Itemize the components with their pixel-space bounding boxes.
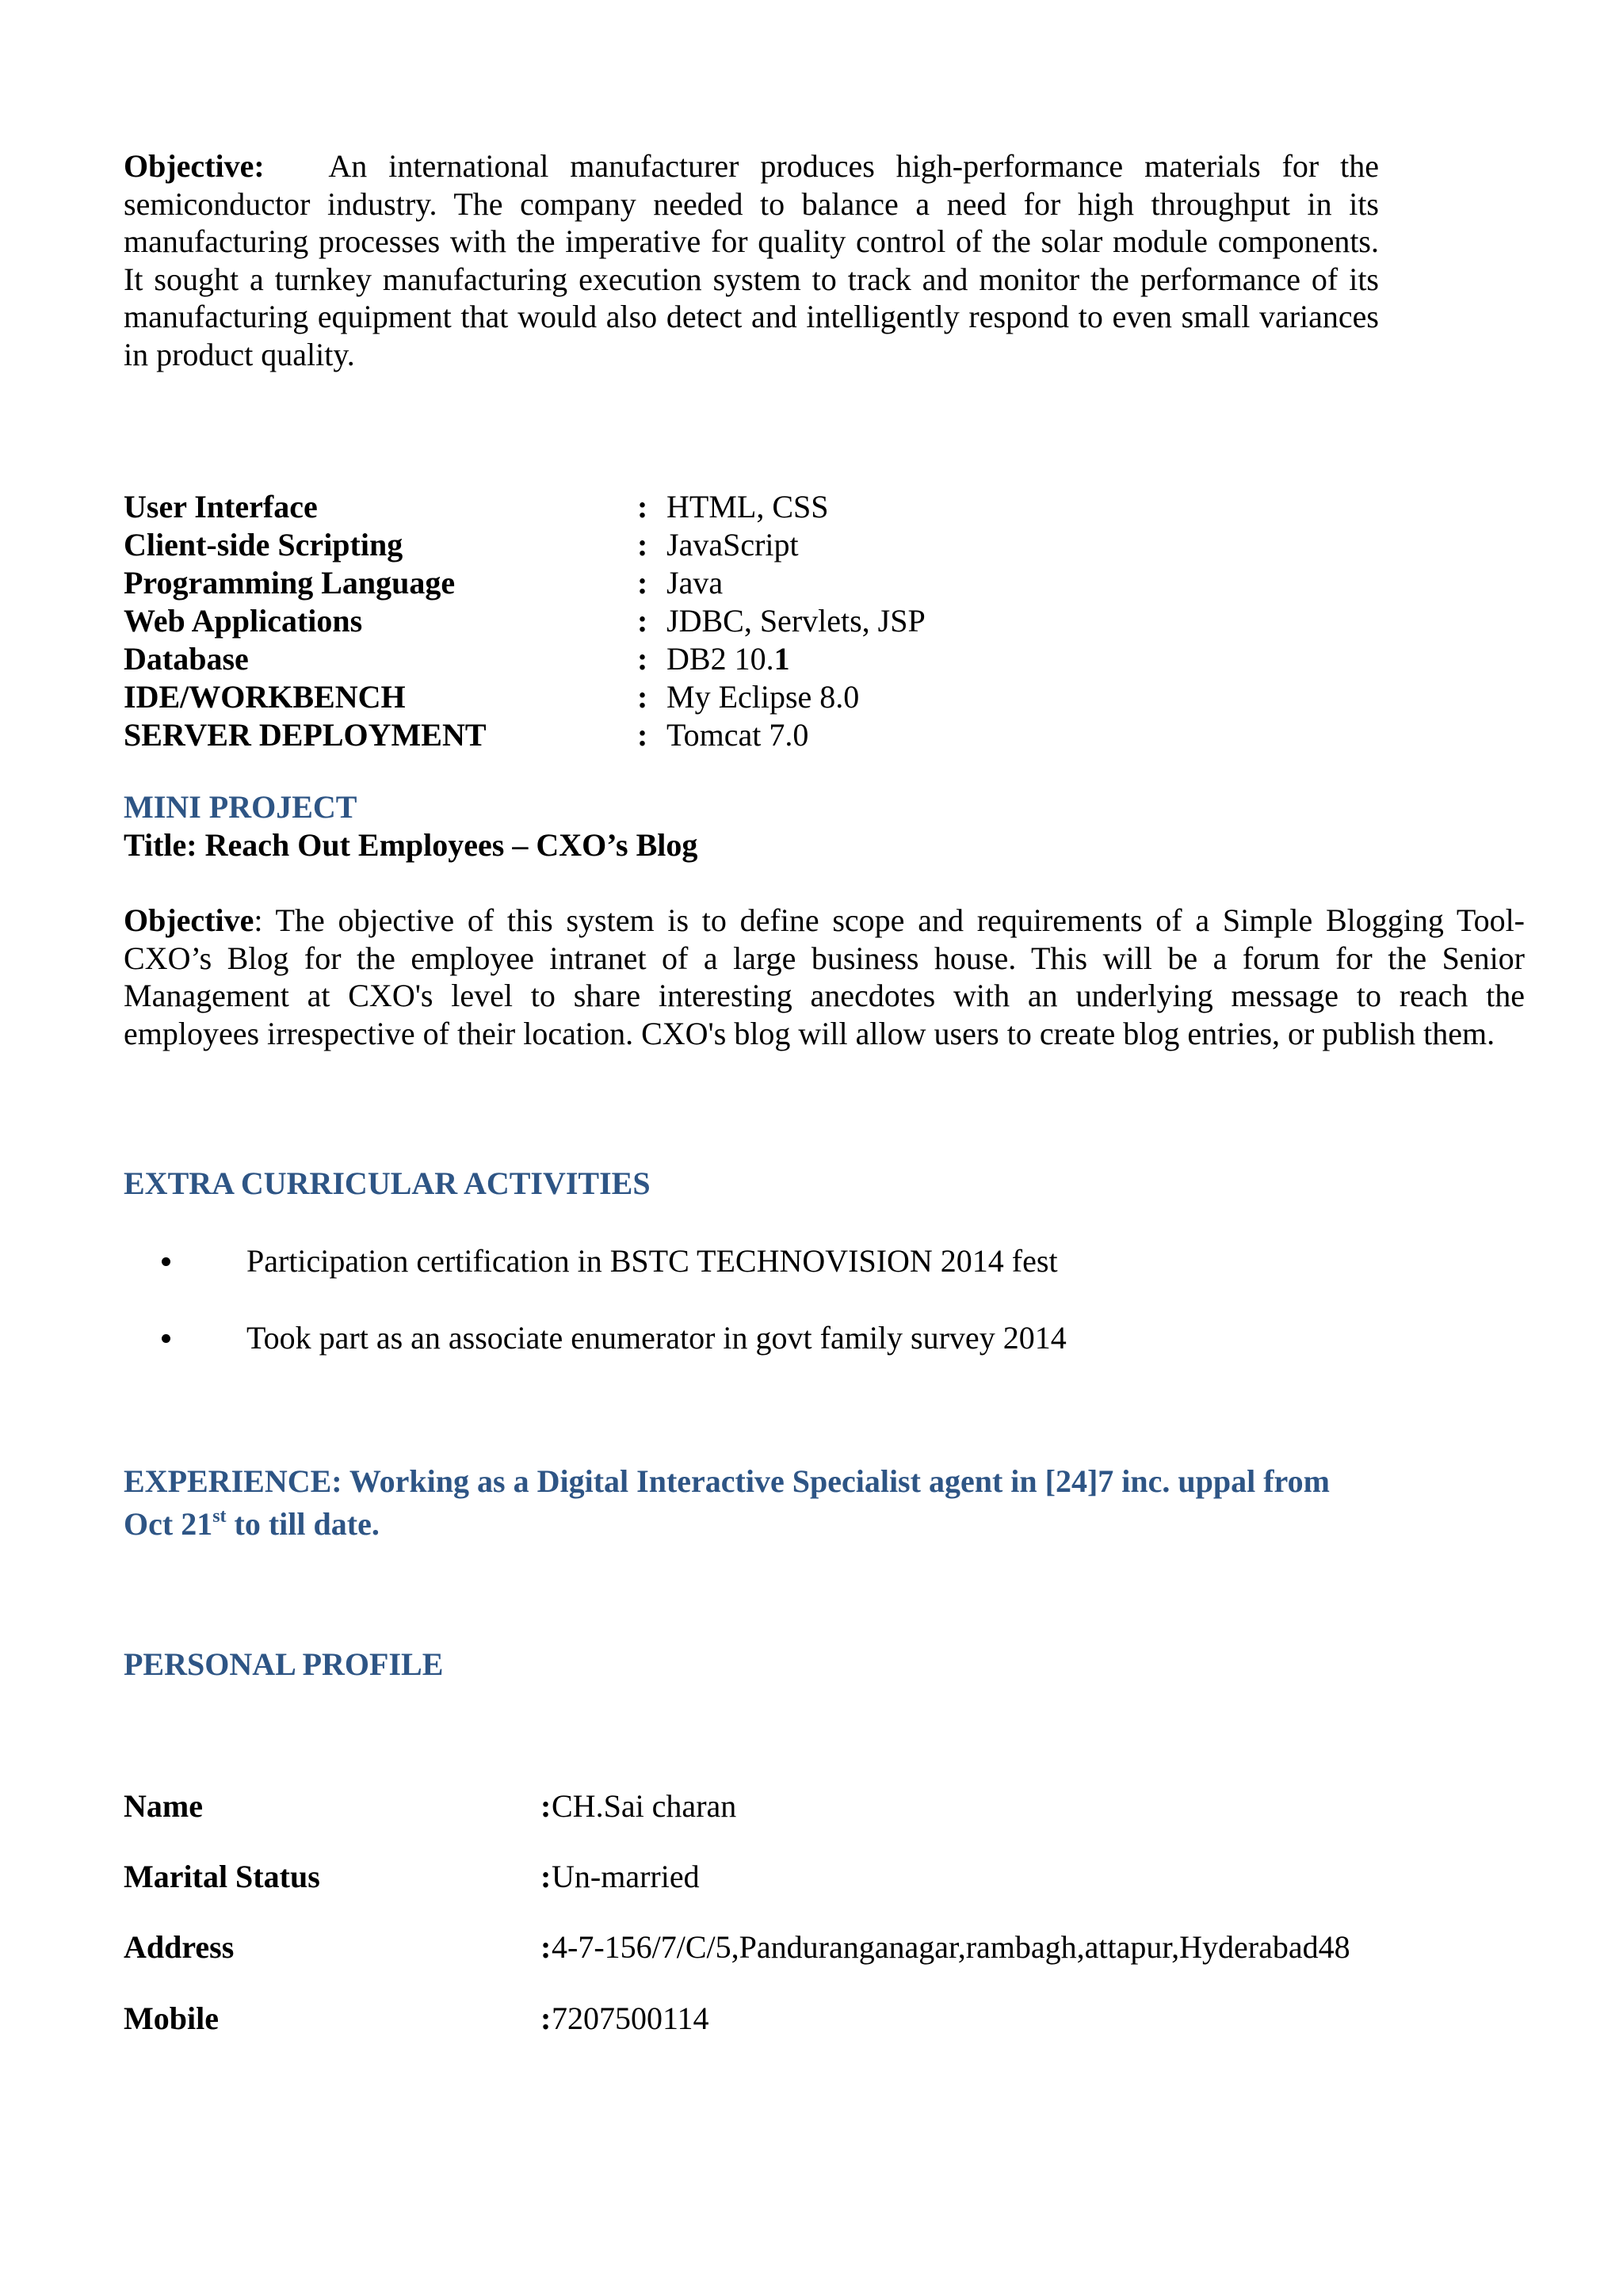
profile-colon: : — [540, 1859, 552, 1894]
skill-colon: : — [637, 679, 648, 715]
profile-label: Marital Status — [124, 1859, 320, 1894]
skill-value: Java — [666, 565, 724, 601]
skill-label: Programming Language — [124, 565, 456, 601]
profile-colon: : — [540, 1929, 552, 1965]
objective-label: Objective: — [124, 148, 265, 184]
profile-row-marital-status — [124, 1858, 1471, 1896]
profile-colon: : — [540, 1788, 552, 1824]
skill-value-bold: 1 — [773, 641, 790, 677]
skill-colon: : — [637, 717, 648, 753]
profile-label: Name — [124, 1788, 203, 1824]
skill-row-programming-language — [124, 564, 1233, 602]
mini-project-objective-label: Objective — [124, 902, 254, 938]
skill-row-user-interface — [124, 488, 1233, 526]
skill-row-ide-workbench — [124, 678, 1233, 716]
list-item — [124, 1319, 1392, 1357]
mini-project-objective-text: : The objective of this system is to define scope and requirements of a Simple Blogging Tool- CXO’s Blog for the employee intranet of a large business house. This will be a forum for the Senior Management at CXO's level to share interesting anecdotes with an underlying message to reach the employees irrespective of their location. CXO's blog will allow users to create blog entries, or publish them. — [124, 902, 1525, 1051]
skill-label: Web Applications — [124, 603, 363, 639]
skill-label: Client-side Scripting — [124, 527, 403, 563]
profile-label: Mobile — [124, 2000, 219, 2036]
skill-value: Tomcat 7.0 — [666, 717, 809, 753]
experience-superscript: st — [212, 1506, 227, 1527]
profile-row-mobile — [124, 2000, 1471, 2038]
skill-colon: : — [637, 489, 648, 524]
skill-colon: : — [637, 527, 648, 563]
experience-text: EXPERIENCE: Working as a Digital Interactive Specialist agent in [24]7 inc. uppal from Oct 21 — [124, 1463, 1330, 1542]
skill-row-database — [124, 640, 1233, 678]
profile-value: 7207500114 — [552, 2000, 709, 2036]
profile-colon: : — [540, 2000, 552, 2036]
list-item-text: Took part as an associate enumerator in govt family survey 2014 — [246, 1320, 1067, 1356]
skill-value: DB2 10. — [666, 641, 774, 677]
skill-value: JavaScript — [666, 527, 799, 563]
list-item-text: Participation certification in BSTC TECHNOVISION 2014 fest — [246, 1243, 1058, 1279]
skill-label: User Interface — [124, 489, 318, 524]
bullet-icon — [162, 1334, 170, 1343]
skill-row-server-deployment — [124, 716, 1233, 754]
skill-colon: : — [637, 641, 648, 677]
personal-profile-heading: PERSONAL PROFILE — [124, 1646, 444, 1682]
profile-label: Address — [124, 1929, 235, 1965]
skill-label: IDE/WORKBENCH — [124, 679, 406, 715]
project-objective — [124, 147, 1379, 373]
skill-label: SERVER DEPLOYMENT — [124, 717, 487, 753]
experience-text-end: to till date. — [226, 1506, 380, 1542]
skill-row-client-side-scripting — [124, 526, 1233, 564]
skill-label: Database — [124, 641, 249, 677]
mini-project-heading: MINI PROJECT — [124, 789, 357, 825]
skill-value-group — [666, 640, 790, 678]
skill-value: My Eclipse 8.0 — [666, 679, 860, 715]
skill-value: JDBC, Servlets, JSP — [666, 603, 926, 639]
profile-value: Un-married — [552, 1859, 700, 1894]
skill-colon: : — [637, 603, 648, 639]
skill-value: HTML, CSS — [666, 489, 829, 524]
list-item — [124, 1242, 1392, 1280]
skill-colon: : — [637, 565, 648, 601]
skill-row-web-applications — [124, 602, 1233, 640]
extra-curricular-heading: EXTRA CURRICULAR ACTIVITIES — [124, 1165, 651, 1201]
objective-text: An international manufacturer produces high-performance materials for the semiconductor industry. The company needed to balance a need for high throughput in its manufacturing processes with the imperative for quality control of the solar module components. It sought a turnkey manufacturing execution system to track and monitor the performance of its manufacturing equipment that would also detect and intelligently respond to even small variances in product quality. — [124, 148, 1380, 372]
profile-row-address — [124, 1928, 1471, 1966]
profile-value: 4-7-156/7/C/5,Panduranganagar,rambagh,attapur,Hyderabad48 — [552, 1929, 1350, 1965]
mini-project-objective — [124, 902, 1525, 1052]
bullet-icon — [162, 1257, 170, 1266]
experience-statement — [124, 1460, 1376, 1546]
profile-row-name — [124, 1787, 1471, 1825]
profile-value: CH.Sai charan — [552, 1788, 737, 1824]
mini-project-title: Title: Reach Out Employees – CXO’s Blog — [124, 827, 698, 863]
